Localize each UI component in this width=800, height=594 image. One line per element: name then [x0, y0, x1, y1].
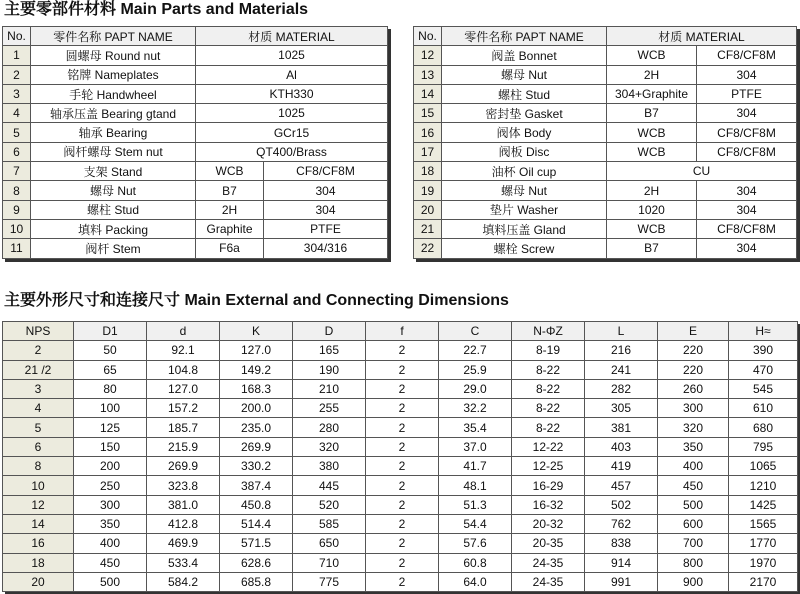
dims-cell: 445: [293, 476, 366, 495]
nps-cell: 12: [3, 495, 74, 514]
dims-cell: 387.4: [220, 476, 293, 495]
part-material-2: CF8/CF8M: [697, 46, 797, 65]
part-material-1: 2H: [196, 200, 264, 219]
part-name: 填料压盖 Gland: [442, 219, 607, 238]
table-header-row: [3, 27, 388, 46]
table-row: [3, 379, 798, 398]
dims-cell: 24-35: [512, 553, 585, 572]
dims-cell: 2: [366, 457, 439, 476]
part-material-2: 304: [264, 181, 388, 200]
dims-cell: 500: [658, 495, 729, 514]
part-material-2: CF8/CF8M: [264, 162, 388, 181]
nps-cell: 10: [3, 476, 74, 495]
dims-cell: 215.9: [147, 437, 220, 456]
part-material-1: WCB: [607, 46, 697, 65]
dims-header-cell: N-ΦZ: [512, 322, 585, 341]
part-name: 螺母 Nut: [442, 65, 607, 84]
table-row: [414, 84, 797, 103]
dims-cell: 125: [74, 418, 147, 437]
dims-cell: 54.4: [439, 514, 512, 533]
dims-cell: 65: [74, 360, 147, 379]
table-row: [3, 476, 798, 495]
dims-cell: 2: [366, 495, 439, 514]
dims-cell: 545: [729, 379, 798, 398]
part-no: 4: [3, 104, 31, 123]
part-material: 1025: [196, 46, 388, 65]
table-row: [3, 399, 798, 418]
dims-cell: 610: [729, 399, 798, 418]
dims-cell: 320: [293, 437, 366, 456]
part-material-1: Graphite: [196, 219, 264, 238]
dims-cell: 350: [74, 514, 147, 533]
dims-cell: 419: [585, 457, 658, 476]
part-name: 铭牌 Nameplates: [31, 65, 196, 84]
part-material-2: 304: [697, 181, 797, 200]
dims-cell: 127.0: [147, 379, 220, 398]
dims-cell: 100: [74, 399, 147, 418]
part-material-1: 1020: [607, 200, 697, 219]
dims-cell: 2: [366, 360, 439, 379]
part-material-2: CF8/CF8M: [697, 219, 797, 238]
dims-cell: 800: [658, 553, 729, 572]
part-material-2: 304/316: [264, 239, 388, 258]
dims-cell: 200.0: [220, 399, 293, 418]
part-material-2: CF8/CF8M: [697, 142, 797, 161]
header-material: 材质 MATERIAL: [196, 27, 388, 46]
dims-cell: 235.0: [220, 418, 293, 437]
part-no: 10: [3, 219, 31, 238]
dims-cell: 241: [585, 360, 658, 379]
part-no: 21: [414, 219, 442, 238]
dims-cell: 25.9: [439, 360, 512, 379]
dims-cell: 457: [585, 476, 658, 495]
dims-cell: 12-22: [512, 437, 585, 456]
part-no: 2: [3, 65, 31, 84]
table-row: [3, 84, 388, 103]
dims-cell: 450: [74, 553, 147, 572]
part-name: 垫片 Washer: [442, 200, 607, 219]
dims-cell: 127.0: [220, 341, 293, 360]
part-material-1: WCB: [607, 142, 697, 161]
table-row: [3, 514, 798, 533]
nps-cell: 20: [3, 572, 74, 591]
dims-cell: 685.8: [220, 572, 293, 591]
dims-cell: 150: [74, 437, 147, 456]
dims-cell: 280: [293, 418, 366, 437]
dims-cell: 400: [658, 457, 729, 476]
table-row: [414, 65, 797, 84]
dims-cell: 255: [293, 399, 366, 418]
dims-table: [2, 321, 798, 592]
dims-cell: 412.8: [147, 514, 220, 533]
dims-cell: 2: [366, 514, 439, 533]
part-material-2: 304: [697, 200, 797, 219]
dims-cell: 450.8: [220, 495, 293, 514]
header-part-name: 零件名称 PAPT NAME: [442, 27, 607, 46]
dims-cell: 35.4: [439, 418, 512, 437]
dims-cell: 762: [585, 514, 658, 533]
nps-cell: 6: [3, 437, 74, 456]
part-name: 螺柱 Stud: [31, 200, 196, 219]
part-no: 14: [414, 84, 442, 103]
part-name: 螺母 Nut: [31, 181, 196, 200]
dims-cell: 57.6: [439, 534, 512, 553]
dims-cell: 190: [293, 360, 366, 379]
dims-cell: 381: [585, 418, 658, 437]
dims-cell: 450: [658, 476, 729, 495]
dims-cell: 900: [658, 572, 729, 591]
dims-cell: 585: [293, 514, 366, 533]
dims-cell: 165: [293, 341, 366, 360]
dims-cell: 400: [74, 534, 147, 553]
dims-cell: 795: [729, 437, 798, 456]
table-row: [3, 239, 388, 258]
part-no: 16: [414, 123, 442, 142]
part-material: GCr15: [196, 123, 388, 142]
dims-cell: 323.8: [147, 476, 220, 495]
dims-cell: 2: [366, 399, 439, 418]
dims-cell: 2: [366, 379, 439, 398]
header-part-name: 零件名称 PAPT NAME: [31, 27, 196, 46]
dims-cell: 650: [293, 534, 366, 553]
nps-cell: 16: [3, 534, 74, 553]
dims-title: 主要外形尺寸和连接尺寸 Main External and Connecting Dimensions: [4, 292, 509, 309]
dims-header-cell: d: [147, 322, 220, 341]
dims-header-cell: H≈: [729, 322, 798, 341]
dims-cell: 520: [293, 495, 366, 514]
part-no: 13: [414, 65, 442, 84]
table-header-row: [3, 322, 798, 341]
nps-cell: 14: [3, 514, 74, 533]
dims-cell: 300: [658, 399, 729, 418]
dims-cell: 41.7: [439, 457, 512, 476]
dims-header-cell: D: [293, 322, 366, 341]
dims-cell: 305: [585, 399, 658, 418]
nps-cell: 2: [3, 341, 74, 360]
dims-cell: 390: [729, 341, 798, 360]
dims-cell: 260: [658, 379, 729, 398]
header-no: No.: [3, 27, 31, 46]
dims-header-cell: E: [658, 322, 729, 341]
table-row: [3, 200, 388, 219]
dims-cell: 1425: [729, 495, 798, 514]
dims-cell: 2: [366, 572, 439, 591]
part-no: 1: [3, 46, 31, 65]
table-row: [3, 123, 388, 142]
dims-cell: 168.3: [220, 379, 293, 398]
dims-cell: 838: [585, 534, 658, 553]
dims-cell: 775: [293, 572, 366, 591]
part-material: KTH330: [196, 84, 388, 103]
dims-cell: 24-35: [512, 572, 585, 591]
part-material: 1025: [196, 104, 388, 123]
dims-cell: 533.4: [147, 553, 220, 572]
part-no: 17: [414, 142, 442, 161]
part-no: 3: [3, 84, 31, 103]
part-name: 螺柱 Stud: [442, 84, 607, 103]
dims-cell: 20-32: [512, 514, 585, 533]
dims-cell: 29.0: [439, 379, 512, 398]
table-row: [414, 162, 797, 181]
dims-cell: 269.9: [147, 457, 220, 476]
part-no: 7: [3, 162, 31, 181]
part-material-1: B7: [607, 239, 697, 258]
dims-cell: 2: [366, 341, 439, 360]
dims-cell: 1210: [729, 476, 798, 495]
part-material-2: 304: [697, 239, 797, 258]
dims-cell: 1770: [729, 534, 798, 553]
table-row: [414, 200, 797, 219]
part-name: 螺栓 Screw: [442, 239, 607, 258]
part-name: 油杯 Oil cup: [442, 162, 607, 181]
dims-cell: 51.3: [439, 495, 512, 514]
part-name: 手轮 Handwheel: [31, 84, 196, 103]
dims-cell: 269.9: [220, 437, 293, 456]
part-name: 阀板 Disc: [442, 142, 607, 161]
dims-cell: 104.8: [147, 360, 220, 379]
dims-header-cell: f: [366, 322, 439, 341]
dims-cell: 1065: [729, 457, 798, 476]
part-name: 密封垫 Gasket: [442, 104, 607, 123]
dims-cell: 470: [729, 360, 798, 379]
part-material-1: 304+Graphite: [607, 84, 697, 103]
part-name: 支架 Stand: [31, 162, 196, 181]
part-material-1: WCB: [607, 123, 697, 142]
table-header-row: [414, 27, 797, 46]
part-material-1: B7: [196, 181, 264, 200]
table-row: [3, 418, 798, 437]
dims-cell: 60.8: [439, 553, 512, 572]
dims-header-cell: L: [585, 322, 658, 341]
nps-cell: 3: [3, 379, 74, 398]
nps-cell: 4: [3, 399, 74, 418]
nps-cell: 18: [3, 553, 74, 572]
dims-cell: 628.6: [220, 553, 293, 572]
part-material-1: B7: [607, 104, 697, 123]
part-material-2: PTFE: [264, 219, 388, 238]
dims-cell: 282: [585, 379, 658, 398]
part-name: 圆螺母 Round nut: [31, 46, 196, 65]
table-row: [3, 142, 388, 161]
part-name: 阀盖 Bonnet: [442, 46, 607, 65]
dims-cell: 8-22: [512, 379, 585, 398]
dims-cell: 250: [74, 476, 147, 495]
table-row: [414, 142, 797, 161]
part-material: CU: [607, 162, 797, 181]
dims-cell: 22.7: [439, 341, 512, 360]
dims-cell: 12-25: [512, 457, 585, 476]
parts-title: 主要零部件材料 Main Parts and Materials: [4, 1, 309, 18]
dims-cell: 216: [585, 341, 658, 360]
dims-cell: 8-19: [512, 341, 585, 360]
parts-table-right: [413, 26, 797, 259]
part-no: 5: [3, 123, 31, 142]
dims-cell: 200: [74, 457, 147, 476]
dims-cell: 20-35: [512, 534, 585, 553]
part-name: 阀体 Body: [442, 123, 607, 142]
dims-cell: 469.9: [147, 534, 220, 553]
dims-cell: 600: [658, 514, 729, 533]
dims-cell: 149.2: [220, 360, 293, 379]
dims-header-cell: C: [439, 322, 512, 341]
table-row: [3, 46, 388, 65]
dims-cell: 16-32: [512, 495, 585, 514]
dims-cell: 584.2: [147, 572, 220, 591]
dims-cell: 50: [74, 341, 147, 360]
header-material: 材质 MATERIAL: [607, 27, 797, 46]
dims-cell: 1970: [729, 553, 798, 572]
dims-cell: 2: [366, 553, 439, 572]
part-name: 轴承压盖 Bearing gtand: [31, 104, 196, 123]
table-row: [3, 65, 388, 84]
dims-cell: 330.2: [220, 457, 293, 476]
part-no: 15: [414, 104, 442, 123]
dims-cell: 500: [74, 572, 147, 591]
nps-cell: 5: [3, 418, 74, 437]
table-row: [414, 219, 797, 238]
part-name: 填料 Packing: [31, 219, 196, 238]
table-row: [3, 341, 798, 360]
part-name: 阀杆螺母 Stem nut: [31, 142, 196, 161]
table-row: [3, 495, 798, 514]
dims-cell: 380: [293, 457, 366, 476]
part-material: Al: [196, 65, 388, 84]
table-row: [3, 162, 388, 181]
part-material-1: 2H: [607, 65, 697, 84]
table-row: [414, 181, 797, 200]
dims-cell: 8-22: [512, 399, 585, 418]
dims-cell: 2: [366, 534, 439, 553]
part-material-2: CF8/CF8M: [697, 123, 797, 142]
part-no: 8: [3, 181, 31, 200]
dims-cell: 2: [366, 437, 439, 456]
dims-header-cell: NPS: [3, 322, 74, 341]
table-row: [3, 181, 388, 200]
dims-cell: 403: [585, 437, 658, 456]
nps-cell: 8: [3, 457, 74, 476]
dims-cell: 1565: [729, 514, 798, 533]
dims-cell: 2170: [729, 572, 798, 591]
dims-cell: 914: [585, 553, 658, 572]
part-material-1: F6a: [196, 239, 264, 258]
dims-cell: 320: [658, 418, 729, 437]
table-row: [3, 553, 798, 572]
dims-cell: 710: [293, 553, 366, 572]
dims-cell: 64.0: [439, 572, 512, 591]
part-material-2: 304: [697, 104, 797, 123]
dims-cell: 32.2: [439, 399, 512, 418]
table-row: [414, 104, 797, 123]
part-no: 19: [414, 181, 442, 200]
nps-cell: 21 /2: [3, 360, 74, 379]
dims-cell: 16-29: [512, 476, 585, 495]
part-material-2: 304: [697, 65, 797, 84]
part-material-1: 2H: [607, 181, 697, 200]
part-material-2: 304: [264, 200, 388, 219]
parts-table-left: [2, 26, 388, 259]
table-row: [3, 104, 388, 123]
table-row: [3, 534, 798, 553]
dims-cell: 220: [658, 341, 729, 360]
part-material: QT400/Brass: [196, 142, 388, 161]
table-row: [3, 437, 798, 456]
table-row: [414, 239, 797, 258]
dims-cell: 350: [658, 437, 729, 456]
dims-cell: 680: [729, 418, 798, 437]
table-row: [3, 457, 798, 476]
dims-cell: 37.0: [439, 437, 512, 456]
dims-cell: 571.5: [220, 534, 293, 553]
table-row: [3, 572, 798, 591]
part-no: 6: [3, 142, 31, 161]
dims-cell: 991: [585, 572, 658, 591]
dims-cell: 381.0: [147, 495, 220, 514]
dims-cell: 8-22: [512, 418, 585, 437]
header-no: No.: [414, 27, 442, 46]
part-material-1: WCB: [196, 162, 264, 181]
table-row: [414, 46, 797, 65]
dims-cell: 2: [366, 476, 439, 495]
table-row: [3, 360, 798, 379]
dims-cell: 2: [366, 418, 439, 437]
part-no: 22: [414, 239, 442, 258]
dims-cell: 502: [585, 495, 658, 514]
dims-cell: 8-22: [512, 360, 585, 379]
part-name: 阀杆 Stem: [31, 239, 196, 258]
dims-cell: 300: [74, 495, 147, 514]
dims-cell: 185.7: [147, 418, 220, 437]
part-no: 12: [414, 46, 442, 65]
part-no: 20: [414, 200, 442, 219]
dims-header-cell: K: [220, 322, 293, 341]
table-row: [3, 219, 388, 238]
dims-cell: 514.4: [220, 514, 293, 533]
dims-cell: 80: [74, 379, 147, 398]
part-no: 11: [3, 239, 31, 258]
part-name: 轴承 Bearing: [31, 123, 196, 142]
part-no: 18: [414, 162, 442, 181]
dims-header-cell: D1: [74, 322, 147, 341]
dims-cell: 92.1: [147, 341, 220, 360]
table-row: [414, 123, 797, 142]
dims-cell: 700: [658, 534, 729, 553]
dims-cell: 220: [658, 360, 729, 379]
part-no: 9: [3, 200, 31, 219]
dims-cell: 210: [293, 379, 366, 398]
dims-cell: 48.1: [439, 476, 512, 495]
dims-cell: 157.2: [147, 399, 220, 418]
part-material-1: WCB: [607, 219, 697, 238]
part-material-2: PTFE: [697, 84, 797, 103]
part-name: 螺母 Nut: [442, 181, 607, 200]
